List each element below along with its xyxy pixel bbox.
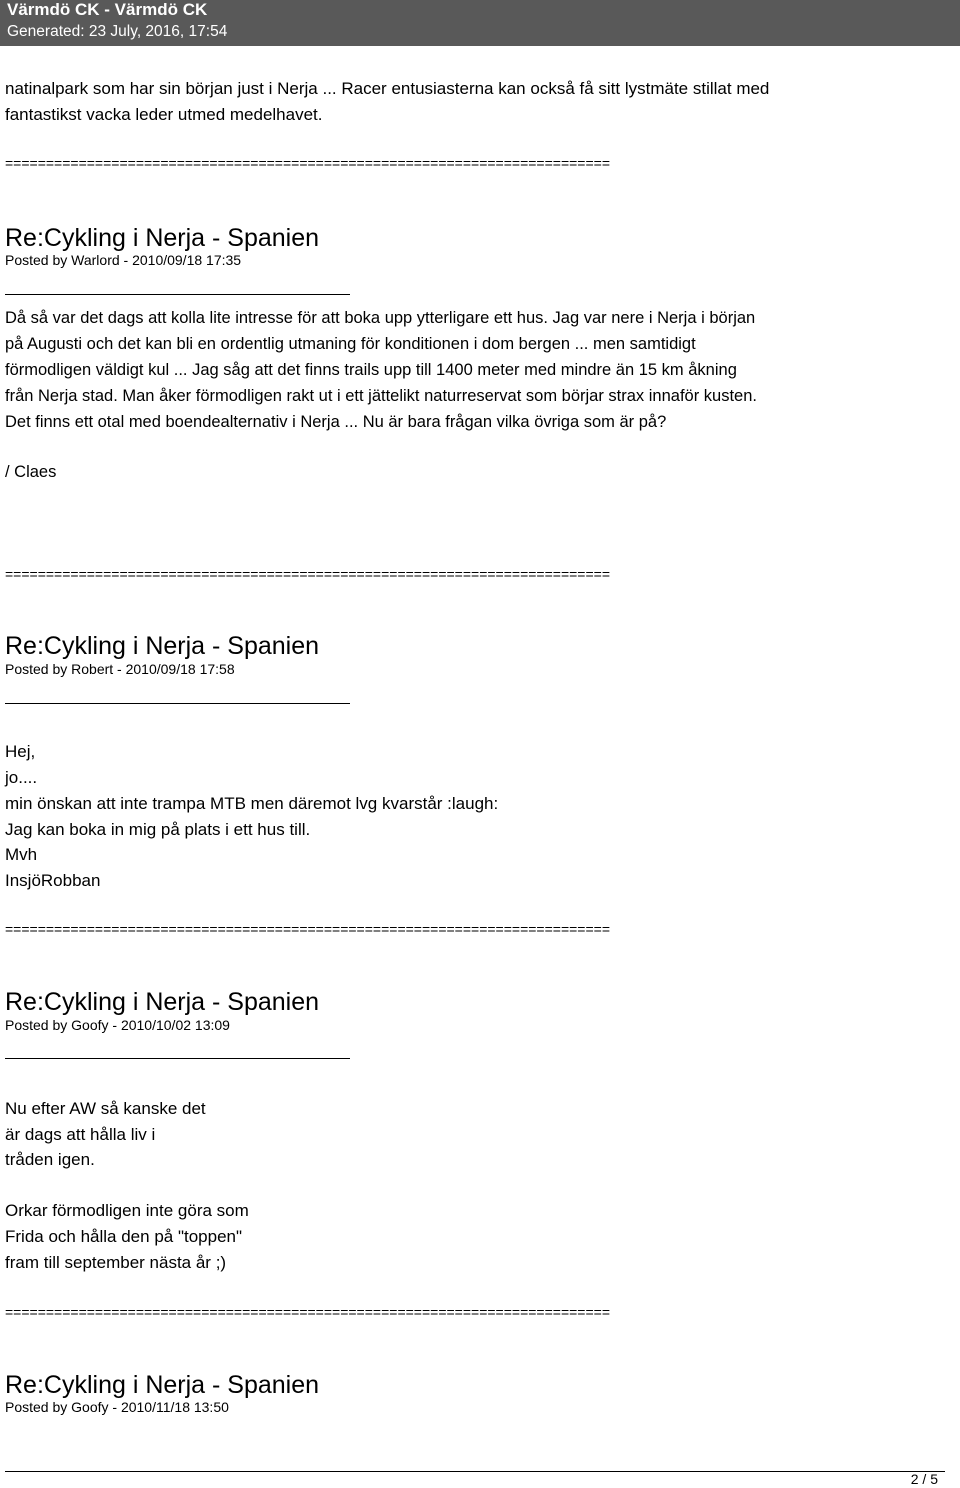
post-rule xyxy=(5,1058,350,1059)
page-header xyxy=(0,0,960,46)
intro-line: fantastikst vacka leder utmed medelhavet. xyxy=(5,105,323,124)
post-line: Jag kan boka in mig på plats i ett hus till. xyxy=(5,820,311,839)
separator: ========================================================================== xyxy=(5,1304,611,1320)
post-line: fram till september nästa år ;) xyxy=(5,1253,227,1272)
post-line: Det finns ett otal med boendealternativ i Nerja ... Nu är bara frågan vilka övriga som är på? xyxy=(5,413,667,431)
post-title: Re:Cykling i Nerja - Spanien xyxy=(5,224,320,252)
post-line: Hej, xyxy=(5,742,36,761)
post-line: tråden igen. xyxy=(5,1150,95,1169)
post-line: Då så var det dags att kolla lite intresse för att boka upp ytterligare ett hus. Jag var nere i Nerja i början xyxy=(5,309,756,327)
post-title: Re:Cykling i Nerja - Spanien xyxy=(5,988,320,1016)
post-line: InsjöRobban xyxy=(5,871,101,890)
separator: ========================================================================== xyxy=(5,921,611,937)
post-line: jo.... xyxy=(5,768,38,787)
intro-line: natinalpark som har sin början just i Nerja ... Racer entusiasterna kan också få sitt lystmäte stillat med xyxy=(5,79,770,98)
post-line: Frida och hålla den på "toppen" xyxy=(5,1227,243,1246)
post-meta: Posted by Goofy - 2010/11/18 13:50 xyxy=(5,1399,229,1415)
post-line: min önskan att inte trampa MTB men däremot lvg kvarstår :laugh: xyxy=(5,794,499,813)
page-number: 2 / 5 xyxy=(910,1471,938,1487)
footer-rule xyxy=(5,1471,945,1472)
separator: ========================================================================== xyxy=(5,155,611,171)
site-title: Värmdö CK - Värmdö CK xyxy=(7,0,208,19)
post-title: Re:Cykling i Nerja - Spanien xyxy=(5,632,320,660)
post-line: Nu efter AW så kanske det xyxy=(5,1099,206,1118)
post-line: Mvh xyxy=(5,845,38,864)
post-meta: Posted by Robert - 2010/09/18 17:58 xyxy=(5,661,235,677)
post-line: på Augusti och det kan bli en ordentlig utmaning för konditionen i dom bergen ... men samtidigt xyxy=(5,335,696,353)
post-line: / Claes xyxy=(5,463,57,481)
generated-timestamp: Generated: 23 July, 2016, 17:54 xyxy=(7,23,228,40)
post-line: från Nerja stad. Man åker förmodligen rakt ut i ett jättelikt naturreservat som börjar strax innaför kusten. xyxy=(5,387,757,405)
post-line: är dags att hålla liv i xyxy=(5,1125,156,1144)
post-rule xyxy=(5,294,350,295)
post-line: förmodligen väldigt kul ... Jag såg att det finns trails upp till 1400 meter med mindre än 15 km åkning xyxy=(5,361,737,379)
post-meta: Posted by Goofy - 2010/10/02 13:09 xyxy=(5,1017,230,1033)
post-meta: Posted by Warlord - 2010/09/18 17:35 xyxy=(5,252,242,268)
post-title: Re:Cykling i Nerja - Spanien xyxy=(5,1371,320,1399)
separator: ========================================================================== xyxy=(5,566,611,582)
post-line: Orkar förmodligen inte göra som xyxy=(5,1201,249,1220)
post-rule xyxy=(5,703,350,704)
